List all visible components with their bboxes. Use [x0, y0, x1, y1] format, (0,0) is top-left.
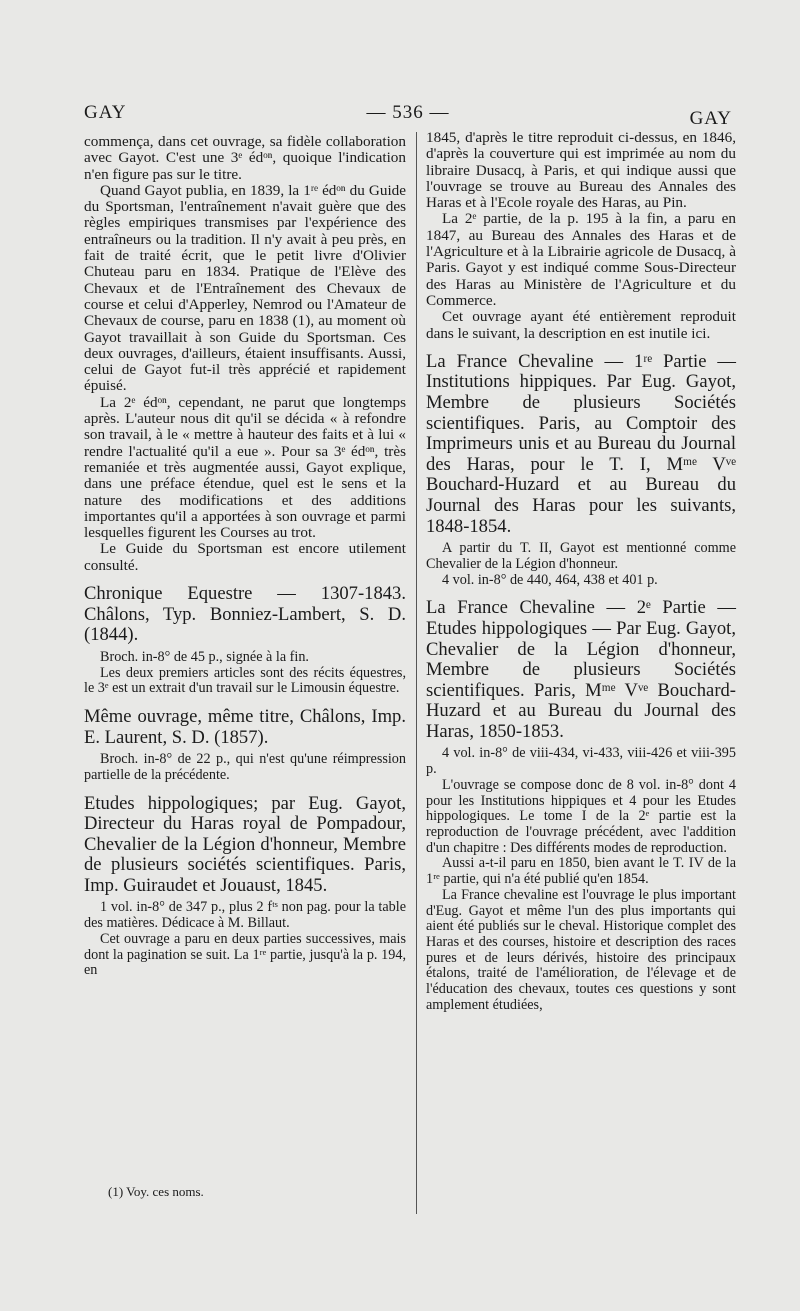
bibliography-entry-title: Etudes hippologiques; par Eug. Gayot, Directeur du Haras royal de Pompadour, Chevalier de la Légion d'honneur, Membre de plusieurs sociétés scientifiques. Paris, Imp. Guiraudet et Jouaust, 1845. [84, 792, 406, 896]
bibliography-entry-title: La France Chevaline — 2ᵉ Partie — Etudes hippologiques — Par Eug. Gayot, Chevalier de la Légion d'honneur, Membre de plusieurs Sociétés scientifiques. Paris, Mᵐᵉ Vᵛᵉ Bouchard-Huzard et au Bureau du Journal des Haras, 1850-1853. [426, 597, 736, 742]
bibliography-entry-title: La France Chevaline — 1ʳᵉ Partie — Institutions hippiques. Par Eug. Gayot, Membre de plusieurs Sociétés scientifiques. Paris, au Comptoir des Imprimeurs unis et au Bureau du Journal des Haras, pour le T. I, Mᵐᵉ Vᵛᵉ Bouchard-Huzard et au Bureau du Journal des Haras pour les suivants, 1848-1854. [426, 350, 736, 537]
paragraph: La 2ᵉ édᵒⁿ, cependant, ne parut que longtemps après. L'auteur nous dit qu'il se décida « à refondre son travail, à le « mettre à hauteur des faits et à lui « rendre l'actualité qu'il a eue ». Pour sa 3ᵉ édᵒⁿ, très remaniée et très augmentée aussi, Gayot explique, dans une préface étendue, quel est le sens et la nature des modifications et des additions importantes qu'il a apportées à son ouvrage et parmi lesquelles figurent les Courses au trot. [84, 393, 406, 542]
bibliography-entry-title: Même ouvrage, même titre, Châlons, Imp. E. Laurent, S. D. (1857). [84, 705, 406, 748]
page-number: — 536 — [366, 102, 450, 123]
entry-note: 4 vol. in-8° de 440, 464, 438 et 401 p. [442, 571, 658, 588]
entry-note: Aussi a-t-il paru en 1850, bien avant le T. IV de la 1ʳᵉ partie, qui n'a été publié qu'en 1854. [426, 855, 736, 888]
entry-note: Les deux premiers articles sont des récits équestres, le 3ᵉ est un extrait d'un travail sur le Limousin équestre. [84, 664, 406, 697]
running-head-left: GAY [84, 102, 127, 123]
entry-note: Cet ouvrage a paru en deux parties successives, mais dont la pagination se suit. La 1ʳᵉ partie, jusqu'à la p. 194, en [84, 930, 406, 979]
paragraph: Cet ouvrage ayant été entièrement reproduit dans le suivant, la description en est inutile ici. [426, 308, 736, 342]
page-header [84, 102, 732, 130]
entry-note: 1 vol. in-8° de 347 p., plus 2 fᵗˢ non pag. pour la table des matières. Dédicace à M. Billaut. [84, 899, 406, 932]
footnote: (1) Voy. ces noms. [108, 1184, 204, 1199]
right-column [426, 130, 736, 1013]
paragraph: commença, dans cet ouvrage, sa fidèle collaboration avec Gayot. C'est une 3ᵉ édᵒⁿ, quoique l'indication n'en figure pas sur le titre. [84, 133, 406, 183]
paragraph: Le Guide du Sportsman est encore utilement consulté. [84, 540, 406, 574]
column-divider [416, 132, 417, 1214]
entry-note: L'ouvrage se compose donc de 8 vol. in-8° dont 4 pour les Institutions hippiques et 4 pour les Etudes hippologiques. Le tome I de la 2ᵉ partie est la reproduction de l'ouvrage précédent, avec l'addition d'un chapitre : Des différents modes de reproduction. [426, 776, 736, 856]
running-head-right: GAY [689, 108, 732, 129]
entry-note: 4 vol. in-8° de viii-434, vi-433, viii-426 et viii-395 p. [426, 745, 736, 778]
paragraph: 1845, d'après le titre reproduit ci-dessus, en 1846, d'après la couverture qui est imprimée au nom du libraire Dusacq, à Paris, et qui indique aussi que l'ouvrage se trouve au Bureau des Annales des Haras et à l'Ecole royale des Haras, au Pin. [426, 129, 736, 212]
left-column [84, 134, 406, 979]
entry-note: Broch. in-8° de 45 p., signée à la fin. [100, 648, 309, 665]
entry-note: A partir du T. II, Gayot est mentionné comme Chevalier de la Légion d'honneur. [426, 540, 736, 572]
paragraph: La 2ᵉ partie, de la p. 195 à la fin, a paru en 1847, au Bureau des Annales des Haras et de l'Agriculture et à la Librairie agricole de Dusacq, à Paris. Gayot y est indiqué comme Sous-Directeur des Haras au Ministère de l'Agriculture et du Commerce. [426, 210, 736, 309]
paragraph: Quand Gayot publia, en 1839, la 1ʳᵉ édᵒⁿ du Guide du Sportsman, l'entraînement n'avait guère que des règles empiriques transmises par l'expérience des entraîneurs ou la tradition. Il n'y avait à peu près, en fait de traité écrit, que le petit livre d'Olivier Chuteau paru en 1834. Pratique de l'Elève des Chevaux et de l'Entraînement des Chevaux de course et celui d'Apperley, Nemrod ou l'Amateur de Chevaux de course, paru en 1838 (1), au moment où Gayot travaillait à son Guide du Sportsman. Ces deux ouvrages, d'ailleurs, étaient insuffisants. Aussi, celui de Gayot fut-il très apprécié et rapidement épuisé. [84, 181, 406, 395]
bibliography-entry-title: Chronique Equestre — 1307-1843. Châlons, Typ. Bonniez-Lambert, S. D. (1844). [84, 583, 406, 646]
entry-note: Broch. in-8° de 22 p., qui n'est qu'une réimpression partielle de la précédente. [84, 751, 406, 783]
entry-note: La France chevaline est l'ouvrage le plus important d'Eug. Gayot et même l'un des plus importants qui aient été publiés sur le cheval. Historique complet des Haras et des courses, histoire et description des races pures et de leurs dérivés, histoire des principaux étalons, traité de l'amélioration, de l'élevage et de l'éducation des chevaux, toutes ces questions y sont amplement étudiées, [426, 886, 736, 1013]
